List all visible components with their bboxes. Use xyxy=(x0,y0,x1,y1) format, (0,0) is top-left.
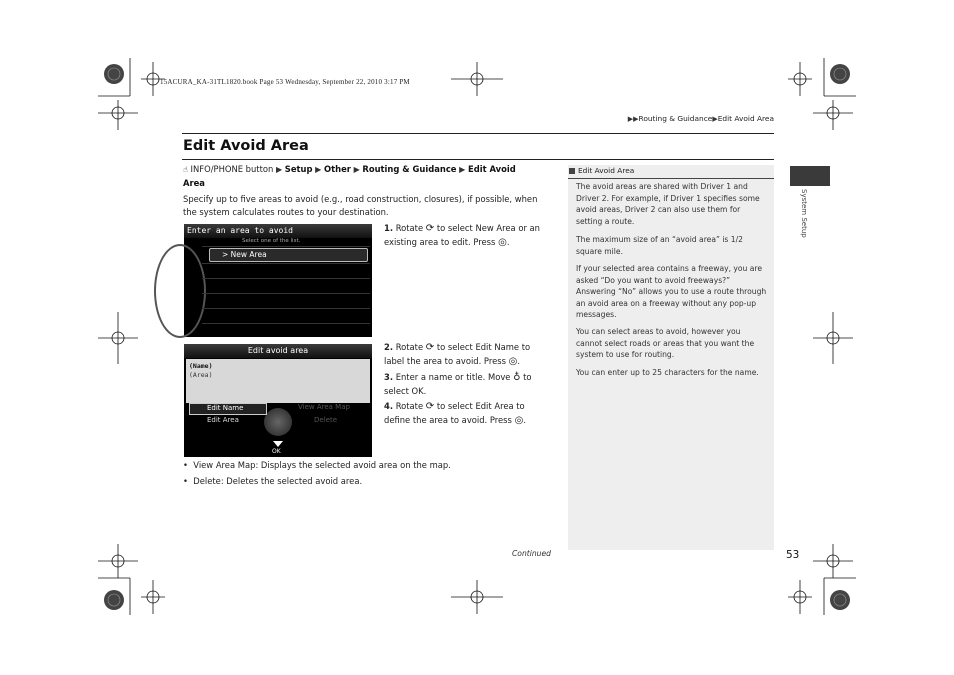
divider xyxy=(182,159,774,160)
sidebar-paragraph: You can enter up to 25 characters for the name. xyxy=(576,368,759,377)
press-knob-icon: ◎ xyxy=(498,236,507,248)
name-label: (Name) xyxy=(189,362,213,370)
step-3: 3. Enter a name or title. Move ♁ to select OK. xyxy=(384,372,532,396)
menu-path-item: Setup xyxy=(284,164,313,174)
divider xyxy=(182,133,774,134)
screen-title: Enter an area to avoid xyxy=(187,226,293,235)
note-icon xyxy=(569,168,575,174)
screen-title: Edit avoid area xyxy=(247,346,309,355)
bullet-desc: : Displays the selected avoid area on the map. xyxy=(255,460,451,470)
menu-path-item: Area xyxy=(183,177,205,188)
triangle-icon: ▶▶ xyxy=(627,115,639,123)
press-knob-icon: ◎ xyxy=(508,355,518,367)
button-label: Delete xyxy=(314,416,337,424)
bullet-term: View Area Map xyxy=(193,460,256,470)
menu-path-start: INFO/PHONE button xyxy=(190,164,274,174)
triangle-icon: ▶ xyxy=(315,165,322,174)
step-1: 1. Rotate ⟳ to select New Area or an existing area to edit. Press ◎. xyxy=(384,223,540,248)
rotate-knob-icon: ⟳ xyxy=(425,401,435,412)
down-arrow-icon xyxy=(273,441,283,447)
view-area-map-button[interactable] xyxy=(292,403,368,413)
rotate-knob-icon: ⟳ xyxy=(425,223,435,234)
continued-label: Continued xyxy=(512,549,551,558)
menu-path-item: Other xyxy=(323,164,351,174)
rotate-knob-icon: ⟳ xyxy=(425,342,435,353)
menu-path-item: Edit Avoid xyxy=(467,164,516,174)
triangle-icon: ▶ xyxy=(712,115,718,123)
move-knob-icon: ♁ xyxy=(513,372,521,383)
bullet-term: Delete xyxy=(193,476,221,486)
edit-area-button[interactable] xyxy=(189,416,265,426)
triangle-icon: ▶ xyxy=(459,165,466,174)
screenshot-edit-avoid-area xyxy=(184,344,372,457)
press-knob-icon: ◎ xyxy=(514,414,524,426)
button-label: Edit Name xyxy=(207,404,244,412)
hand-icon: ☝ xyxy=(183,165,188,174)
step-4: 4. Rotate ⟳ to select Edit Area to define the area to avoid. Press ◎. xyxy=(384,401,526,426)
triangle-icon: ▶ xyxy=(275,165,283,174)
breadcrumb xyxy=(628,114,774,123)
divider xyxy=(568,178,774,179)
triangle-icon: ▶ xyxy=(353,165,360,174)
menu-path xyxy=(183,163,549,190)
bullet-view-area-map xyxy=(183,460,451,470)
button-label: View Area Map xyxy=(298,403,350,411)
delete-button[interactable] xyxy=(292,416,368,426)
sidebar-paragraph: The avoid areas are shared with Driver 1 and Driver 2. For example, if Driver 1 specifies some avoid areas, Driver 2 can also use them for setting a route. xyxy=(576,182,760,226)
breadcrumb-part2: Edit Avoid Area xyxy=(717,114,774,123)
page-number: 53 xyxy=(786,549,800,561)
intro-paragraph: Specify up to five areas to avoid (e.g., road construction, closures), if possible, when the system calculates routes to your destination. xyxy=(183,194,538,217)
area-label: (Area) xyxy=(189,371,213,379)
step-2: 2. Rotate ⟳ to select Edit Name to label the area to avoid. Press ◎. xyxy=(384,342,531,367)
breadcrumb-part1: Routing & Guidance xyxy=(638,114,713,123)
sidebar-heading: Edit Avoid Area xyxy=(569,166,775,175)
print-header: 15ACURA_KA-31TL1820.book Page 53 Wednesday, September 22, 2010 3:17 PM xyxy=(160,78,410,86)
section-tab xyxy=(790,166,830,186)
section-tab-label: System Setup xyxy=(800,189,808,238)
list-item-new-area[interactable] xyxy=(209,248,368,262)
list-item-label: > New Area xyxy=(222,250,267,259)
bullet-dot-icon: • xyxy=(183,476,188,486)
bullet-dot-icon: • xyxy=(183,460,188,470)
knob-arc xyxy=(154,244,206,338)
ok-label[interactable]: OK xyxy=(272,448,281,455)
page-title: Edit Avoid Area xyxy=(183,138,309,154)
screenshot-enter-area xyxy=(184,224,372,337)
menu-path-item: Routing & Guidance xyxy=(362,164,457,174)
edit-name-button[interactable] xyxy=(189,403,267,415)
bullet-delete xyxy=(183,476,362,486)
screen-subtitle: Select one of the list. xyxy=(242,238,301,244)
button-label: Edit Area xyxy=(207,416,239,424)
sidebar-paragraph: You can select areas to avoid, however you cannot select roads or areas that you want the system to use for routing. xyxy=(576,327,755,360)
sidebar-paragraph: If your selected area contains a freeway, you are asked “Do you want to avoid freeways?” Answering “No” allows you to use a route through an avoid area on a freeway without any pop-up messages. xyxy=(576,264,767,320)
knob-graphic xyxy=(264,408,292,436)
bullet-desc: : Deletes the selected avoid area. xyxy=(220,476,363,486)
sidebar-paragraph: The maximum size of an “avoid area” is 1/2 square mile. xyxy=(576,235,744,256)
